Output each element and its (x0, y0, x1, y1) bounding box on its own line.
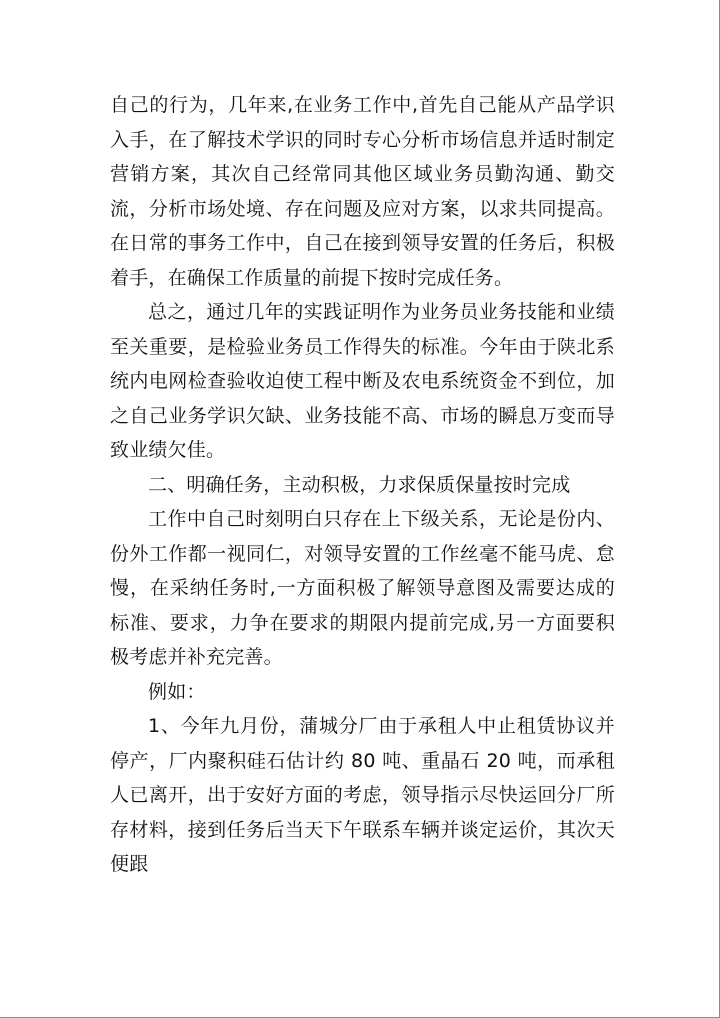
paragraph-work-conduct: 自己的行为，几年来,在业务工作中,首先自己能从产品学识入手，在了解技术学识的同时专心分析市场信息并适时制定营销方案，其次自己经常同其他区域业务员勤沟通、勤交流，分析市场处境、存在问题及应对方案，以求共同提高。在日常的事务工作中，自己在接到领导安置的任务后，积极着手，在确保工作质量的前提下按时完成任务。 (110, 94, 615, 289)
paragraph-summary: 总之，通过几年的实践证明作为业务员业务技能和业绩至关重要，是检验业务员工作得失的标准。今年由于陕北系统内电网检查验收迫使工程中断及农电系统资金不到位，加之自己业务学识欠缺、业务技能不高、市场的瞬息万变而导致业绩欠佳。 (110, 301, 615, 461)
paragraph-example-label: 例如： (148, 680, 206, 703)
document-body (110, 88, 615, 882)
section-heading-clear-tasks: 二、明确任务，主动积极，力求保质保量按时完成 (148, 473, 571, 496)
paragraph-task-attitude: 工作中自己时刻明白只存在上下级关系，无论是份内、份外工作都一视同仁，对领导安置的工作丝毫不能马虎、怠慢，在采纳任务时,一方面积极了解领导意图及需要达成的标准、要求，力争在要求的期限内提前完成,另一方面要积极考虑并补充完善。 (110, 508, 615, 668)
paragraph-example-one: 1、今年九月份，蒲城分厂由于承租人中止租赁协议并停产，厂内聚积硅石估计约 80 吨、重晶石 20 吨，而承租人已离开，出于安好方面的考虑，领导指示尽快运回分厂所存材料，接到任务后当天下午联系车辆并谈定运价，其次天便跟 (110, 715, 615, 875)
